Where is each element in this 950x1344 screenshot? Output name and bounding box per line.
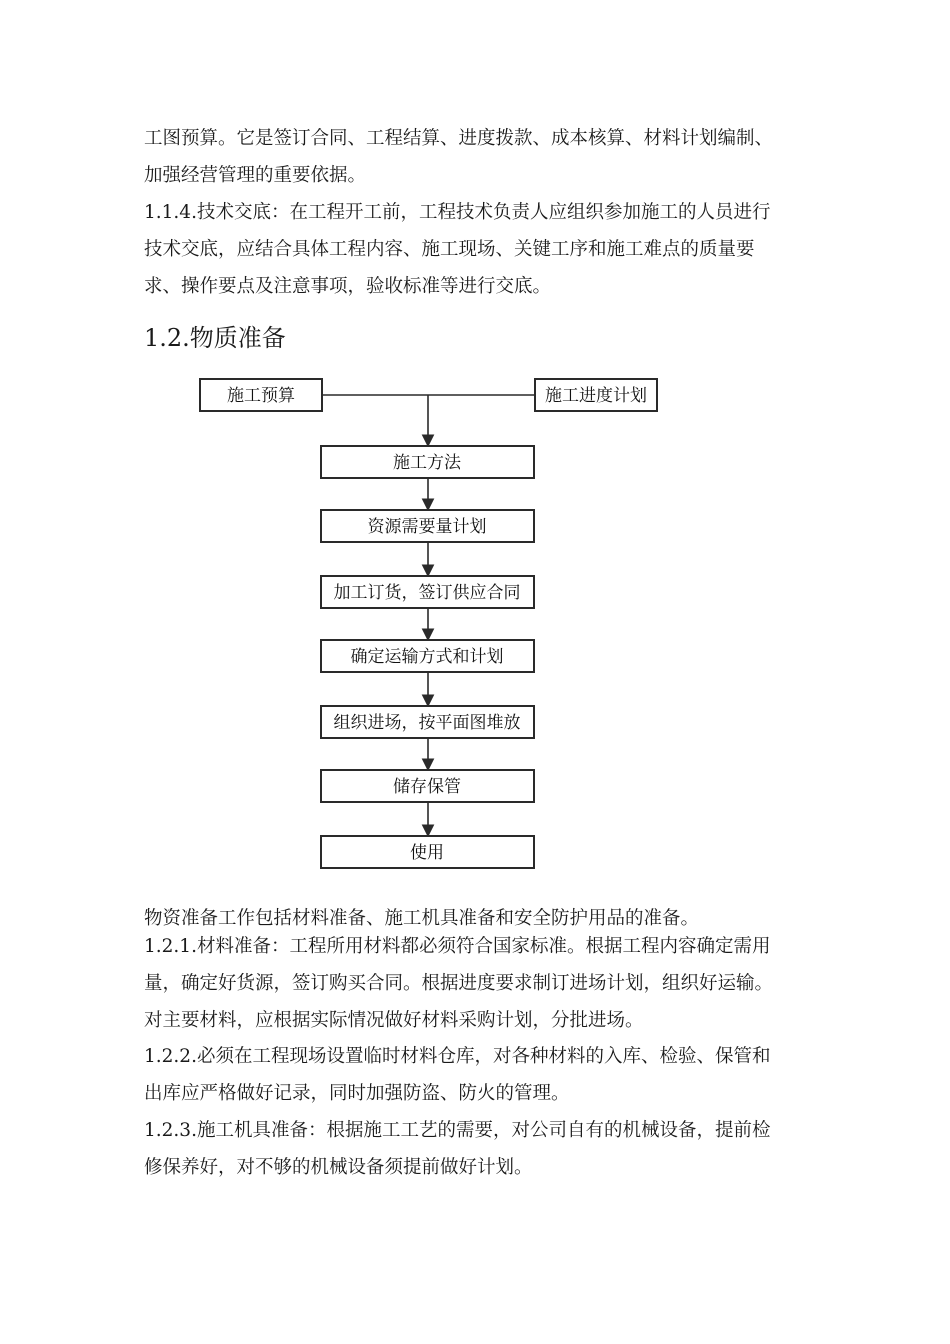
text-line: 量，确定好货源，签订购买合同。根据进度要求制订进场计划，组织好运输。 [144,973,774,994]
text-line: 对主要材料，应根据实际情况做好材料采购计划，分批进场。 [144,1010,644,1031]
text-line: 1.2.1.材料准备：工程所用材料都必须符合国家标准。根据工程内容确定需用 [144,936,771,957]
text-line: 技术交底，应结合具体工程内容、施工现场、关键工序和施工难点的质量要 [144,239,755,260]
flow-label-step: 使用 [410,843,444,863]
flow-label-step: 资源需要量计划 [367,517,487,537]
text-line: 1.2.3.施工机具准备：根据施工工艺的需要，对公司自有的机械设备，提前检 [144,1120,771,1141]
text-line: 修保养好，对不够的机械设备须提前做好计划。 [144,1157,533,1178]
flow-label-step: 加工订货，签订供应合同 [333,583,521,603]
flow-label-step: 组织进场，按平面图堆放 [333,713,521,733]
paragraph-1-2-2 [144,1038,809,1112]
flow-label-budget: 施工预算 [227,386,295,406]
text-line: 出库应严格做好记录，同时加强防盗、防火的管理。 [144,1083,570,1104]
flowchart [0,360,950,880]
text-line: 求、操作要点及注意事项，验收标准等进行交底。 [144,276,552,297]
flow-label-step: 施工方法 [393,453,461,473]
text-line: 1.1.4.技术交底：在工程开工前，工程技术负责人应组织参加施工的人员进行 [144,202,771,223]
text-line: 1.2.2.必须在工程现场设置临时材料仓库，对各种材料的入库、检验、保管和 [144,1046,771,1067]
paragraph-cont [144,120,809,194]
flow-label-schedule: 施工进度计划 [545,386,647,406]
text-line: 加强经营管理的重要依据。 [144,165,367,186]
section-heading: 1.2.物质准备 [144,324,286,352]
flow-label-step: 储存保管 [393,777,461,797]
text-line: 工图预算。它是签订合同、工程结算、进度拨款、成本核算、材料计划编制、 [144,128,774,149]
paragraph-1-2-3 [144,1112,809,1186]
paragraph-1-1-4 [144,194,809,305]
paragraph-1-2-1 [144,928,809,1039]
flow-label-step: 确定运输方式和计划 [350,647,504,667]
text-line: 物资准备工作包括材料准备、施工机具准备和安全防护用品的准备。 [144,908,700,929]
